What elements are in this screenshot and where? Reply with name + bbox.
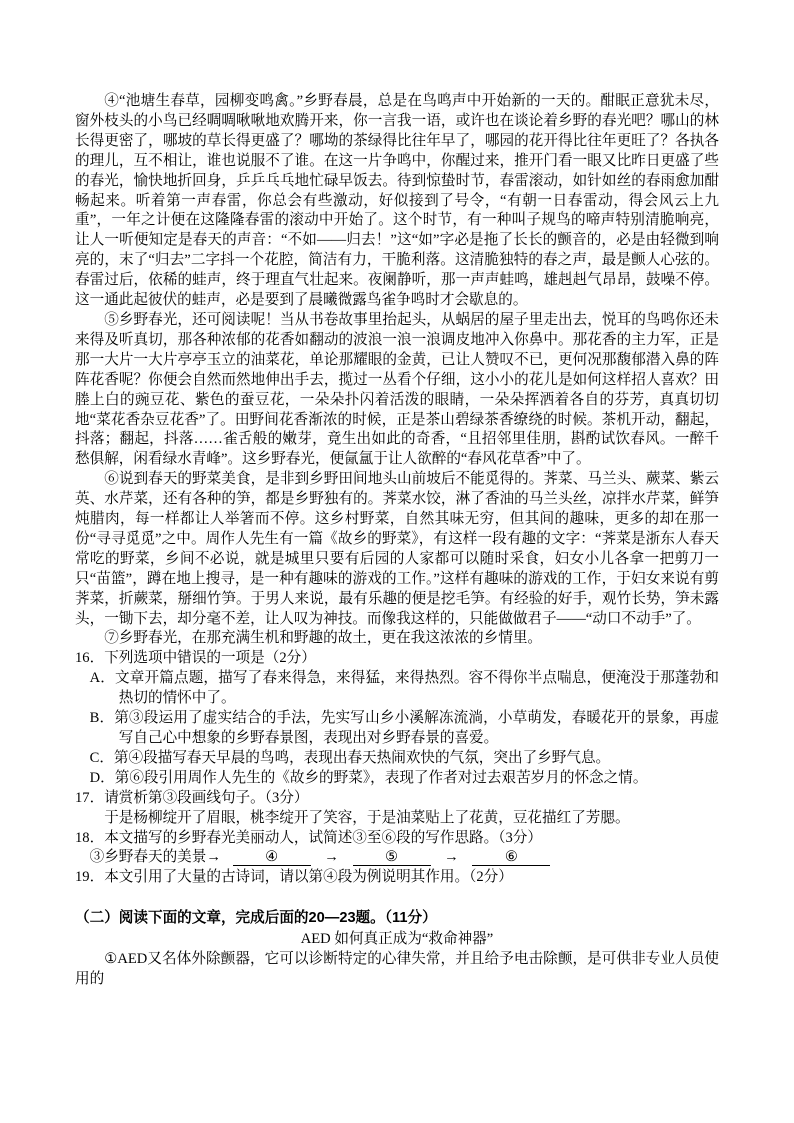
flow-arrow-icon: →: [444, 849, 459, 866]
flow-start-label: ③乡野春天的美景→: [89, 849, 221, 866]
question-16-option-c: C．第④段描写春天早晨的鸟鸣，表现出春天热闹欢快的气氛，突出了乡野气息。: [89, 749, 611, 766]
section-2-header: （二）阅读下面的文章，完成后面的20—23题。（11分）: [75, 910, 437, 927]
flow-blank-paragraph-6: ⑥: [472, 849, 550, 866]
flow-blank-paragraph-4: ④: [233, 849, 311, 866]
article-paragraph-7: ⑦乡野春光，在那充满生机和野趣的故土，更在我这浓浓的乡情里。: [104, 630, 543, 647]
question-16-stem: 16．下列选项中错误的一项是（2分）: [75, 650, 316, 667]
question-16-option-a: A．文章开篇点题，描写了春来得急，来得猛，来得热烈。容不得你半点喘息，便淹没于那蓬勃和热切的情怀中了。: [89, 670, 719, 707]
article-paragraph-4: ④“池塘生春草，园柳变鸣禽。”乡野春晨，总是在鸟鸣声中开始新的一天的。酣眠正意犹未尽，窗外枝头的小鸟已经啁啁啾啾地欢腾开来，你一言我一语，或许也在谈论着乡野的春光吧？哪山的林长得更密了，哪坡的草长得更盛了？哪坳的茶绿得比往年早了，哪园的花开得比往年更旺了？各执各的理儿，互不相让，谁也说服不了谁。在这一片争鸣中，你醒过来，推开门看一眼又比昨日更盛了些的春光，愉快地折回身，乒乒乓乓地忙碌早饭去。待到惊蛰时节，春雷滚动，如针如丝的春雨愈加酣畅起来。听着第一声春雷，你总会有些激动，好似接到了号令，“有朝一日春雷动，得会风云上九重”，一年之计便在这隆隆春雷的滚动中开始了。这个时节，有一种叫子规鸟的啼声特别清脆响亮，让人一听便知定是春天的声音：“不如——归去！”这“如”字必是拖了长长的颤音的，必是由轻微到响亮的，末了“归去”二字抖一个花腔，简洁有力，干脆利落。这清脆独特的春之声，最是颤人心弦的。春雷过后，依稀的蛙声，终于理直气壮起来。夜阑静听，那一声声蛙鸣，雄赳赳气昂昂，鼓噪不停。这一通此起彼伏的蛙声，必是要到了晨曦微露鸟雀争鸣时才会歇息的。: [75, 93, 719, 309]
article-paragraph-6: ⑥说到春天的野菜美食，是非到乡野田间地头山前坡后不能觅得的。荠菜、马兰头、蕨菜、紫云英、水芹菜，还有各种的笋，都是乡野独有的。荠菜水饺，淋了香油的马兰头丝，凉拌水芹菜，鲜笋炖腊肉，每一样都让人举箸而不停。这乡村野菜，自然其味无穷，但其间的趣味，更多的却在那一份“寻寻觅觅”之中。周作人先生有一篇《故乡的野菜》，有这样一段有趣的文字：“荠菜是浙东人春天常吃的野菜，乡间不必说，就是城里只要有后园的人家都可以随时采食，妇女小儿各拿一把剪刀一只“苗篮”，蹲在地上搜寻，是一种有趣味的游戏的工作。”这样有趣味的游戏的工作，于妇女来说有剪荠菜，折蕨菜，掰细竹笋。于男人来说，最有乐趣的便是挖毛笋。有经验的好手，观竹长势，笋未露头，一锄下去，却分毫不差，让人叹为神技。而像我这样的，只能做做君子——“动口不动手”了。: [75, 471, 719, 627]
question-18-flow-diagram: [75, 848, 719, 868]
flow-arrow-icon: →: [324, 849, 339, 866]
question-19-stem: 19．本文引用了大量的古诗词，请以第④段为例说明其作用。（2分）: [75, 869, 513, 886]
article-paragraph-5: ⑤乡野春光，还可阅读呢！当从书卷故事里抬起头，从蜗居的屋子里走出去，悦耳的鸟鸣你还未来得及听真切，那各种浓郁的花香如翻动的波浪一浪一浪调皮地冲入你鼻中。那花香的主力军，正是那一大片一大片亭亭玉立的油菜花，单论那耀眼的金黄，已让人赞叹不已，更何况那馥郁潜入鼻的阵阵花香呢？你便会自然而然地伸出手去，揽过一丛看个仔细，这小小的花儿是如何这样招人喜欢？田塍上白的豌豆花、紫色的蚕豆花，一朵朵扑闪着活泼的眼睛，一朵朵挥洒着各自的芬芳，真真切切地“菜花香杂豆花香”了。田野间花香渐浓的时候，正是茶山碧绿茶香缭绕的时候。茶机开动，翻起，抖落；翻起，抖落……雀舌般的嫩芽，竟生出如此的奇香，“且招邻里佳朋，斟酌试饮春风。一醉千愁俱解，闲看绿水青峰”。这乡野春光，便氤氲于让人欲醉的“春风花草香”中了。: [75, 311, 719, 468]
question-16-option-d: D．第⑥段引用周作人先生的《故乡的野菜》，表现了作者对过去艰苦岁月的怀念之情。: [89, 769, 648, 786]
question-17-stem: 17．请赏析第③段画线句子。（3分）: [75, 789, 309, 806]
question-16-option-b: B．第③段运用了虚实结合的手法，先实写山乡小溪解冻流淌，小草萌发，春暖花开的景象，再虚写自己心中想象的乡野春景图，表现出对乡野春景的喜爱。: [89, 710, 719, 746]
aed-paragraph-1: ①AED又名体外除颤器，它可以诊断特定的心律失常，并且给予电击除颤，是可供非专业人员使用的: [75, 951, 719, 987]
flow-blank-paragraph-5: ⑤: [353, 849, 431, 866]
aed-article-title: AED 如何真正成为“救命神器”: [300, 931, 494, 948]
question-17-quoted-sentence: 于是杨柳绽开了眉眼，桃李绽开了笑容，于是油菜贴上了花黄，豆花描红了芳腮。: [104, 809, 630, 826]
question-18-stem: 18．本文描写的乡野春光美丽动人，试简述③至⑥段的写作思路。（3分）: [75, 829, 542, 846]
